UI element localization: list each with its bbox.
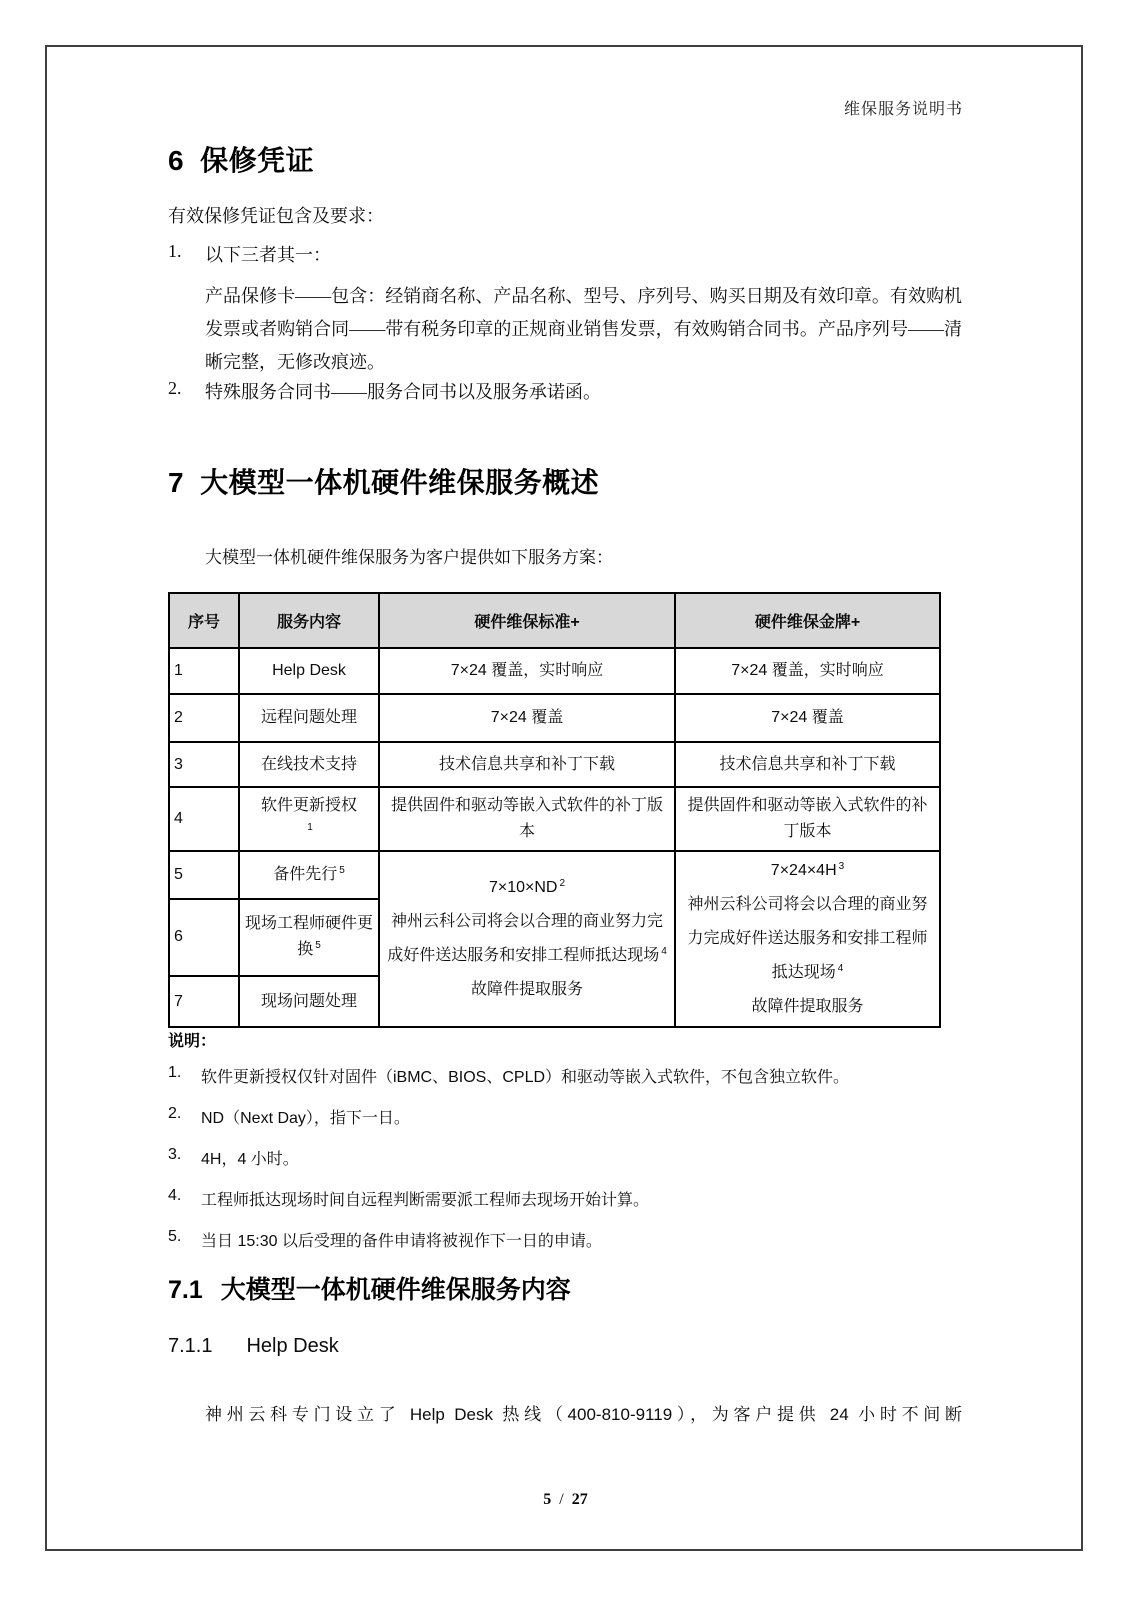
table-cell: 在线技术支持 (239, 742, 379, 787)
page-number-current: 5 (543, 1491, 552, 1508)
section7-intro: 大模型一体机硬件维保服务为客户提供如下服务方案： (205, 548, 613, 567)
section6-number: 6 (168, 145, 185, 176)
list-item-number: 2. (168, 378, 182, 398)
section6-title: 保修凭证 (200, 145, 315, 176)
table-cell: 7×24 覆盖 (675, 694, 940, 742)
table-cell: 现场问题处理 (239, 976, 379, 1027)
table-cell: 技术信息共享和补丁下载 (675, 742, 940, 787)
table-header-standard: 硬件维保标准+ (379, 593, 675, 648)
table-cell-merged (379, 851, 675, 1027)
note-item (168, 1146, 963, 1169)
table-header-row (169, 593, 940, 648)
note-text: ND（Next Day），指下一日。 (201, 1110, 410, 1127)
table-header-service: 服务内容 (239, 593, 379, 648)
notes-list (168, 1064, 963, 1269)
table-cell: 远程问题处理 (239, 694, 379, 742)
section71-heading (168, 1270, 963, 1306)
table-row (169, 648, 940, 694)
table-cell: 1 (169, 648, 239, 694)
table-cell: 7×24 覆盖，实时响应 (675, 648, 940, 694)
table-cell-merged (675, 851, 940, 1027)
table-cell-line: 故障件提取服务 (751, 998, 864, 1015)
table-row (169, 694, 940, 742)
table-cell: 7 (169, 976, 239, 1027)
table-cell-line: 故障件提取服务 (470, 981, 583, 998)
table-header-gold: 硬件维保金牌+ (675, 593, 940, 648)
note-number: 3. (168, 1146, 182, 1163)
table-cell: 软件更新授权 $^1$ (239, 787, 379, 851)
table-cell-line: 神州云科公司将会以合理的商业努力完成好件送达服务和安排工程师抵达现场 $^4$ (687, 896, 928, 981)
list-item (168, 378, 963, 404)
section7-title: 大模型一体机硬件维保服务概述 (200, 467, 600, 498)
section711-title: Help Desk (246, 1335, 339, 1357)
note-number: 2. (168, 1105, 182, 1122)
table-cell: 2 (169, 694, 239, 742)
section71-title: 大模型一体机硬件维保服务内容 (220, 1276, 571, 1304)
note-number: 4. (168, 1187, 182, 1204)
section7-heading (168, 461, 963, 501)
table-row (169, 787, 940, 851)
section711-number: 7.1.1 (168, 1335, 213, 1357)
table-cell: 7×24 覆盖 (379, 694, 675, 742)
table-cell: Help Desk (239, 648, 379, 694)
table-cell-line: 神州云科公司将会以合理的商业努力完成好件送达服务和安排工程师抵达现场 $^4$ (387, 913, 667, 964)
section6-heading (168, 139, 963, 179)
table-row (169, 742, 940, 787)
table-cell: 技术信息共享和补丁下载 (379, 742, 675, 787)
section7-number: 7 (168, 467, 185, 498)
table-header-index: 序号 (169, 593, 239, 648)
notes-label: 说明： (168, 1033, 217, 1050)
note-item (168, 1228, 963, 1251)
note-item (168, 1105, 963, 1128)
table-cell-line: 7×10×ND $^2$ (488, 877, 566, 896)
service-plan-table (168, 592, 941, 1028)
table-cell: 提供固件和驱动等嵌入式软件的补丁版本 (675, 787, 940, 851)
section71-number: 7.1 (168, 1276, 203, 1304)
list-item-text: 以下三者其一： (205, 245, 331, 265)
note-number: 1. (168, 1064, 182, 1081)
table-cell: 6 (169, 899, 239, 976)
table-cell: 5 (169, 851, 239, 899)
table-cell: 7×24 覆盖，实时响应 (379, 648, 675, 694)
note-text: 软件更新授权仅针对固件（iBMC、BIOS、CPLD）和驱动等嵌入式软件，不包含独立软件。 (201, 1069, 850, 1086)
table-cell-line: 7×24×4H $^3$ (770, 860, 845, 879)
note-item (168, 1187, 963, 1210)
page-header-title: 维保服务说明书 (843, 101, 963, 118)
service-table-body (169, 648, 940, 1027)
table-cell: 提供固件和驱动等嵌入式软件的补丁版本 (379, 787, 675, 851)
note-item (168, 1064, 963, 1087)
section711-heading (168, 1335, 963, 1358)
table-row (169, 851, 940, 899)
section711-paragraph: 神州云科专门设立了 Help Desk 热线（400-810-9119），为客户提供 24 小时不间断 (205, 1405, 962, 1424)
table-cell: 现场工程师硬件更换 $^5$ (239, 899, 379, 976)
section6-lead: 有效保修凭证包含及要求： (168, 206, 384, 226)
table-cell: 4 (169, 787, 239, 851)
list-item (168, 241, 963, 267)
note-text: 当日 15:30 以后受理的备件申请将被视作下一日的申请。 (201, 1233, 602, 1250)
page-number (168, 1491, 963, 1509)
page-number-total: 27 (571, 1491, 588, 1508)
note-number: 5. (168, 1228, 182, 1245)
table-cell: 备件先行 $^5$ (239, 851, 379, 899)
note-text: 4H，4 小时。 (201, 1151, 299, 1168)
page-number-separator: / (559, 1491, 564, 1508)
table-cell: 3 (169, 742, 239, 787)
section6-subparagraph: 产品保修卡——包含：经销商名称、产品名称、型号、序列号、购买日期及有效印章。有效购机发票或者购销合同——带有税务印章的正规商业销售发票，有效购销合同书。产品序列号——清晰完整，无修改痕迹。 (205, 286, 962, 372)
note-text: 工程师抵达现场时间自远程判断需要派工程师去现场开始计算。 (201, 1192, 650, 1209)
list-item-number: 1. (168, 241, 182, 261)
list-item-text: 特殊服务合同书——服务合同书以及服务承诺函。 (205, 382, 601, 402)
